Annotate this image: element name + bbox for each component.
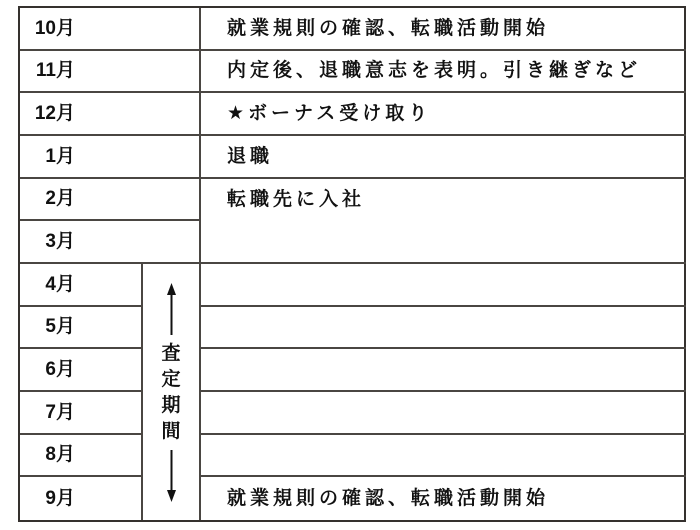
content-cell-empty-may [201, 307, 686, 350]
month-cell-february [20, 179, 201, 222]
month-label: 6月 [45, 359, 75, 381]
content-cell-december-bonus: ★ボーナス受け取り [201, 93, 686, 136]
month-label: 1月 [45, 145, 75, 167]
month-cell-july [20, 392, 143, 435]
content-cell-empty-june [201, 349, 686, 392]
assessment-period-label [161, 344, 180, 441]
content-cell-october: 就業規則の確認、転職活動開始 [201, 8, 686, 51]
arrow-down-icon [165, 450, 178, 502]
content-text: 転職先に入社 [227, 188, 366, 210]
month-label: 2月 [45, 188, 75, 210]
month-cell-may [20, 307, 143, 350]
month-label: 4月 [45, 273, 75, 295]
month-label: 10月 [34, 17, 75, 39]
month-label: 12月 [34, 103, 75, 125]
assessment-char: 間 [161, 420, 181, 442]
month-cell-september [20, 477, 143, 520]
month-label: 3月 [45, 231, 75, 253]
month-cell-january [20, 136, 201, 179]
job-change-schedule-table [18, 6, 686, 522]
content-cell-empty-april [201, 264, 686, 307]
month-label: 9月 [45, 488, 75, 510]
content-cell-empty-july [201, 392, 686, 435]
content-cell-february-march [201, 179, 686, 264]
month-label: 5月 [45, 316, 75, 338]
month-label: 8月 [45, 444, 75, 466]
assessment-char: 定 [161, 368, 181, 390]
assessment-char: 期 [161, 394, 181, 416]
month-cell-october [20, 8, 201, 51]
month-label: 7月 [45, 401, 75, 423]
assessment-char: 査 [161, 342, 181, 364]
month-cell-november [20, 51, 201, 94]
month-cell-august [20, 435, 143, 478]
content-cell-november: 内定後、退職意志を表明。引き継ぎなど [201, 51, 686, 94]
content-cell-september: 就業規則の確認、転職活動開始 [227, 488, 550, 510]
arrow-up-icon [165, 283, 178, 335]
month-cell-march [20, 221, 201, 264]
content-cell-january: 退職 [201, 136, 686, 179]
month-cell-december [20, 93, 201, 136]
content-cell-empty-august [201, 435, 686, 478]
month-cell-april [20, 264, 143, 307]
assessment-period-cell [143, 264, 201, 520]
month-cell-june [20, 349, 143, 392]
month-label: 11月 [35, 60, 75, 82]
